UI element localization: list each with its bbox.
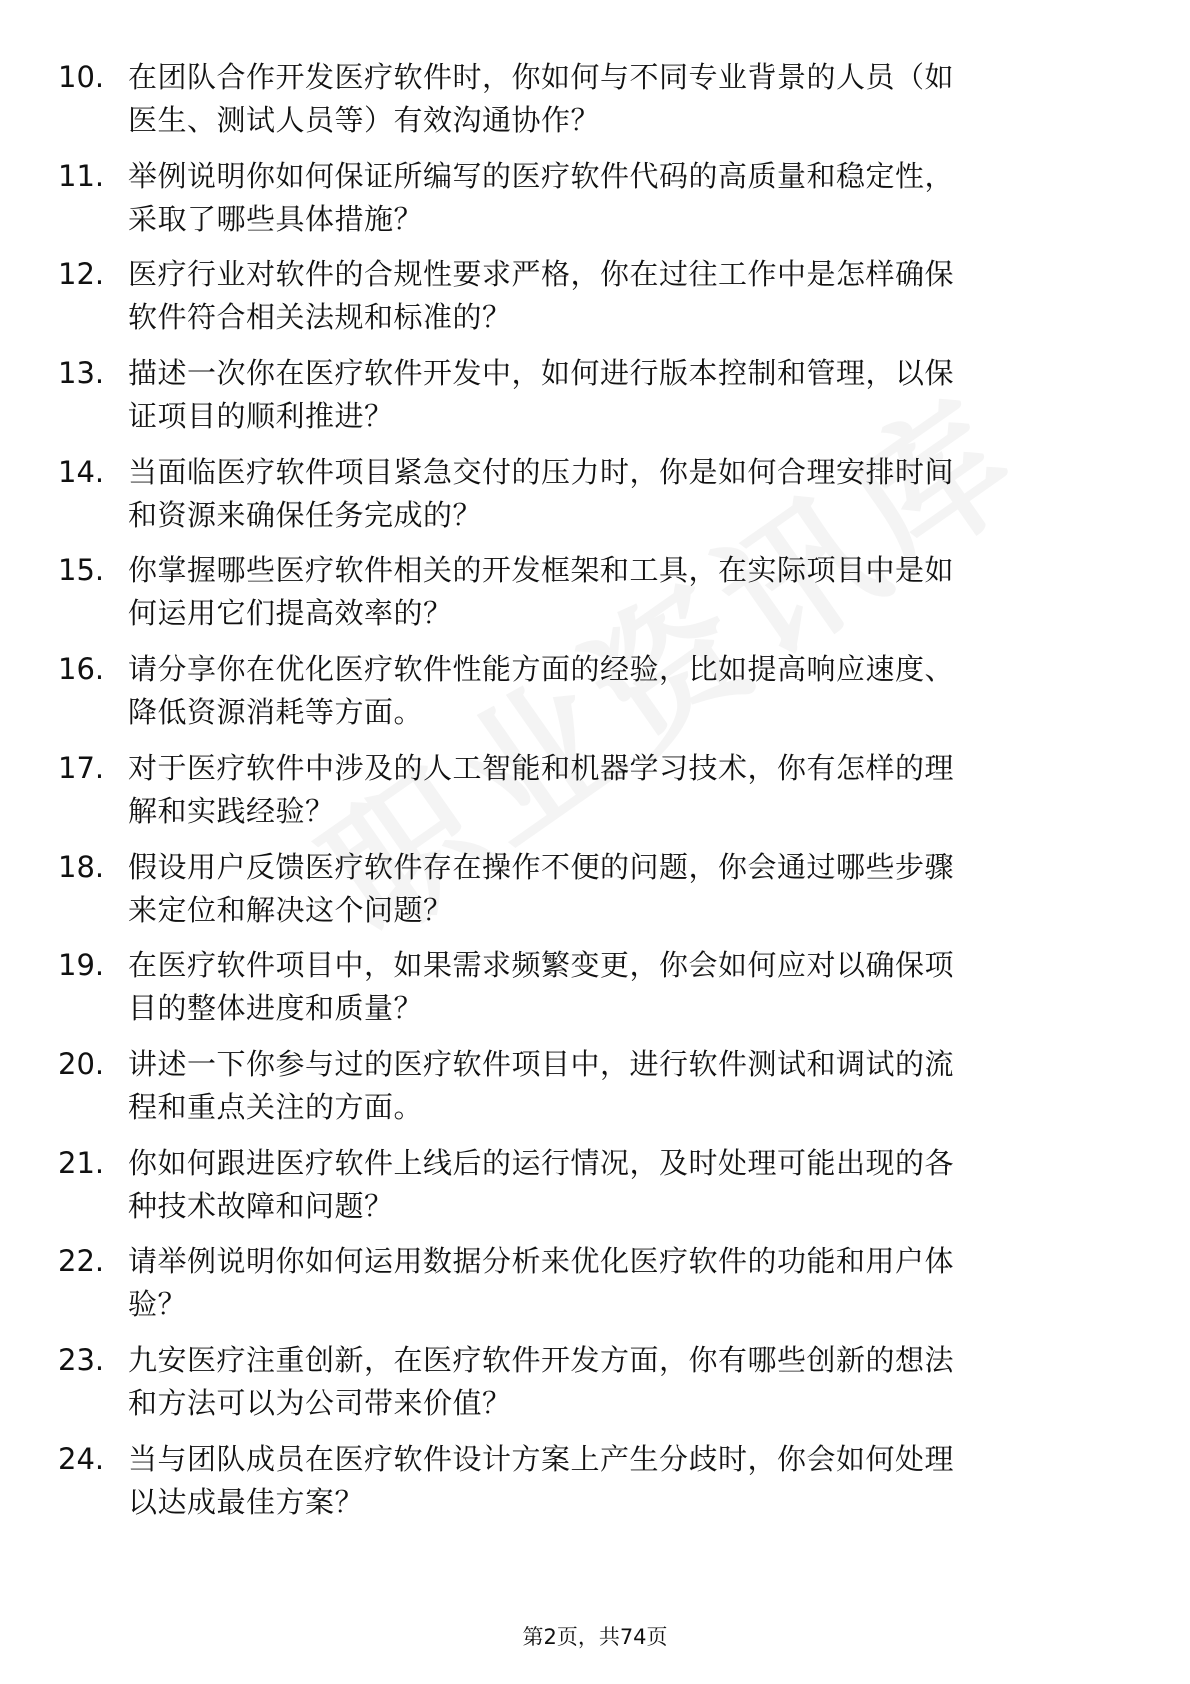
question-text-line: 在医疗软件项目中，如果需求频繁变更，你会如何应对以确保项 [128, 948, 955, 983]
question-text-line: 你如何跟进医疗软件上线后的运行情况，及时处理可能出现的各 [128, 1145, 955, 1180]
question-text [128, 846, 1128, 932]
page-footer: 第2页，共74页 [522, 1625, 668, 1649]
question-number: 23. [58, 1342, 105, 1377]
question-item [0, 747, 1190, 833]
question-text-line: 举例说明你如何保证所编写的医疗软件代码的高质量和稳定性， [128, 158, 955, 193]
question-text [128, 1142, 1128, 1228]
question-text-line: 讲述一下你参与过的医疗软件项目中，进行软件测试和调试的流 [128, 1046, 955, 1081]
question-number: 22. [58, 1244, 105, 1279]
question-text-line: 和资源来确保任务完成的？ [128, 497, 483, 532]
question-item [0, 944, 1190, 1030]
question-text [128, 1339, 1128, 1425]
question-item [0, 155, 1190, 241]
question-text-line: 当与团队成员在医疗软件设计方案上产生分歧时，你会如何处理 [128, 1441, 955, 1476]
question-text [128, 253, 1128, 339]
question-text [128, 1438, 1128, 1524]
question-text [128, 56, 1128, 142]
question-text-line: 来定位和解决这个问题？ [128, 892, 453, 927]
question-text [128, 944, 1128, 1030]
question-text-line: 何运用它们提高效率的？ [128, 596, 453, 631]
question-text-line: 描述一次你在医疗软件开发中，如何进行版本控制和管理，以保 [128, 356, 955, 391]
question-item [0, 648, 1190, 734]
question-text-line: 医生、测试人员等）有效沟通协作？ [128, 103, 601, 137]
question-number: 13. [58, 356, 105, 391]
question-number: 10. [58, 60, 105, 94]
question-text [128, 352, 1128, 438]
question-item [0, 846, 1190, 932]
question-text-line: 医疗行业对软件的合规性要求严格，你在过往工作中是怎样确保 [128, 257, 955, 292]
question-number: 15. [58, 553, 105, 588]
question-text-line: 证项目的顺利推进？ [128, 399, 394, 434]
question-text [128, 648, 1128, 734]
question-text-line: 软件符合相关法规和标准的？ [128, 300, 512, 335]
question-text-line: 你掌握哪些医疗软件相关的开发框架和工具，在实际项目中是如 [128, 553, 955, 588]
question-number: 24. [58, 1441, 105, 1476]
question-list [0, 56, 1190, 1536]
question-text [128, 1043, 1128, 1129]
question-item [0, 56, 1190, 142]
question-number: 18. [58, 849, 105, 884]
question-text [128, 451, 1128, 537]
question-text-line: 降低资源消耗等方面。 [128, 695, 424, 730]
question-text-line: 请举例说明你如何运用数据分析来优化医疗软件的功能和用户体 [128, 1244, 955, 1279]
question-item [0, 1142, 1190, 1228]
question-text-line: 解和实践经验？ [128, 793, 335, 828]
question-text-line: 种技术故障和问题？ [128, 1188, 394, 1223]
question-text-line: 当面临医疗软件项目紧急交付的压力时，你是如何合理安排时间 [128, 454, 955, 489]
question-text [128, 549, 1128, 635]
question-text-line: 采取了哪些具体措施？ [128, 201, 424, 236]
question-item [0, 1339, 1190, 1425]
question-number: 16. [58, 652, 105, 687]
question-number: 19. [58, 948, 105, 983]
question-text-line: 九安医疗注重创新，在医疗软件开发方面，你有哪些创新的想法 [128, 1342, 955, 1377]
question-text-line: 以达成最佳方案？ [128, 1484, 365, 1519]
question-number: 11. [58, 158, 105, 193]
question-number: 14. [58, 454, 105, 489]
question-text-line: 目的整体进度和质量？ [128, 991, 424, 1026]
question-text-line: 在团队合作开发医疗软件时，你如何与不同专业背景的人员（如 [128, 60, 955, 94]
question-number: 17. [58, 750, 105, 785]
question-item [0, 1240, 1190, 1326]
question-item [0, 352, 1190, 438]
question-item [0, 1438, 1190, 1524]
question-number: 21. [58, 1145, 105, 1180]
question-item [0, 451, 1190, 537]
question-text-line: 验？ [128, 1287, 188, 1322]
question-number: 20. [58, 1046, 105, 1081]
question-item [0, 549, 1190, 635]
question-item [0, 253, 1190, 339]
question-text-line: 请分享你在优化医疗软件性能方面的经验，比如提高响应速度、 [128, 652, 955, 687]
question-text [128, 155, 1128, 241]
question-item [0, 1043, 1190, 1129]
question-text-line: 对于医疗软件中涉及的人工智能和机器学习技术，你有怎样的理 [128, 750, 955, 785]
question-number: 12. [58, 257, 105, 292]
question-text-line: 假设用户反馈医疗软件存在操作不便的问题，你会通过哪些步骤 [128, 849, 955, 884]
question-text [128, 1240, 1128, 1326]
question-text-line: 和方法可以为公司带来价值？ [128, 1385, 512, 1420]
question-text-line: 程和重点关注的方面。 [128, 1089, 424, 1124]
question-text [128, 747, 1128, 833]
